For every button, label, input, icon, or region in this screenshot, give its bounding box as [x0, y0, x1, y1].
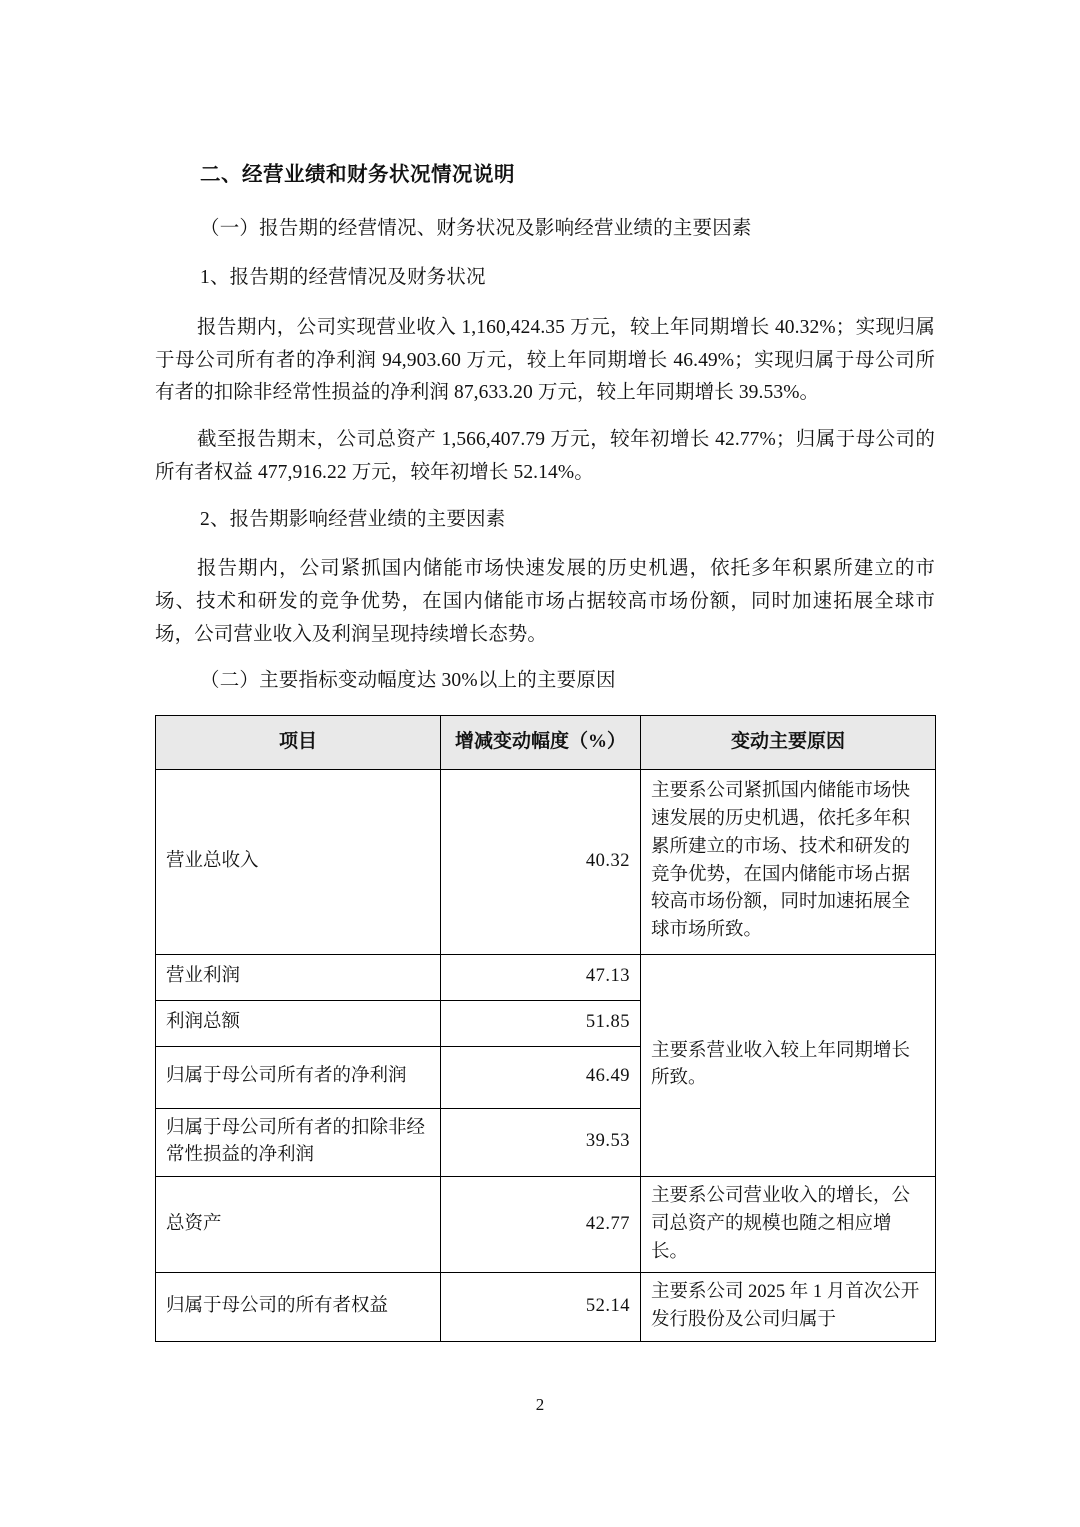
table-header-reason: 变动主要原因	[641, 716, 936, 770]
table-row	[156, 1177, 936, 1273]
subsection-1-item-2-heading: 2、报告期影响经营业绩的主要因素	[200, 508, 506, 530]
section-heading: 二、经营业绩和财务状况情况说明	[200, 164, 515, 186]
subsection-2-heading: （二）主要指标变动幅度达 30%以上的主要原因	[200, 670, 616, 692]
page-number: 2	[535, 1395, 545, 1414]
row-pct-value: 51.85	[441, 1000, 641, 1046]
table-header-item: 项目	[156, 716, 441, 770]
row-pct-value: 52.14	[441, 1273, 641, 1342]
table-row	[156, 1273, 936, 1342]
table-header-pct: 增减变动幅度（%）	[441, 716, 641, 770]
variation-reasons-table	[155, 715, 936, 1342]
row-item-label: 归属于母公司的所有者权益	[156, 1273, 441, 1342]
row-reason-text: 主要系公司紧抓国内储能市场快速发展的历史机遇，依托多年积累所建立的市场、技术和研发的竞争优势，在国内储能市场占据较高市场份额，同时加速拓展全球市场所致。	[641, 769, 936, 954]
table-row	[156, 769, 936, 954]
row-pct-value: 47.13	[441, 954, 641, 1000]
row-item-label: 营业利润	[156, 954, 441, 1000]
paragraph-total-assets: 截至报告期末，公司总资产 1,566,407.79 万元，较年初增长 42.77%；归属于母公司的所有者权益 477,916.22 万元，较年初增长 52.14%。	[155, 429, 935, 483]
document-content	[155, 160, 935, 1342]
row-reason-text: 主要系公司 2025 年 1 月首次公开发行股份及公司归属于	[641, 1273, 936, 1342]
row-pct-value: 46.49	[441, 1046, 641, 1108]
row-item-label: 总资产	[156, 1177, 441, 1273]
row-item-label: 归属于母公司所有者的净利润	[156, 1046, 441, 1108]
subsection-1-heading: （一）报告期的经营情况、财务状况及影响经营业绩的主要因素	[200, 217, 752, 239]
paragraph-key-factors: 报告期内，公司紧抓国内储能市场快速发展的历史机遇，依托多年积累所建立的市场、技术和研发的竞争优势，在国内储能市场占据较高市场份额，同时加速拓展全球市场，公司营业收入及利润呈现持续增长态势。	[155, 558, 935, 645]
row-item-label: 营业总收入	[156, 769, 441, 954]
row-reason-text-merged: 主要系营业收入较上年同期增长所致。	[641, 954, 936, 1177]
paragraph-operating-results: 报告期内，公司实现营业收入 1,160,424.35 万元，较上年同期增长 40.32%；实现归属于母公司所有者的净利润 94,903.60 万元，较上年同期增长 46.49%；实现归属于母公司所有者的扣除非经常性损益的净利润 87,633.20 万元，较上年同期增长 39.53%。	[155, 316, 935, 404]
row-reason-text: 主要系公司营业收入的增长，公司总资产的规模也随之相应增长。	[641, 1177, 936, 1273]
table-row	[156, 954, 936, 1000]
row-pct-value: 40.32	[441, 769, 641, 954]
row-item-label: 归属于母公司所有者的扣除非经常性损益的净利润	[156, 1108, 441, 1177]
table-header-row	[156, 716, 936, 770]
row-pct-value: 39.53	[441, 1108, 641, 1177]
row-pct-value: 42.77	[441, 1177, 641, 1273]
row-item-label: 利润总额	[156, 1000, 441, 1046]
subsection-1-item-1-heading: 1、报告期的经营情况及财务状况	[200, 267, 486, 289]
